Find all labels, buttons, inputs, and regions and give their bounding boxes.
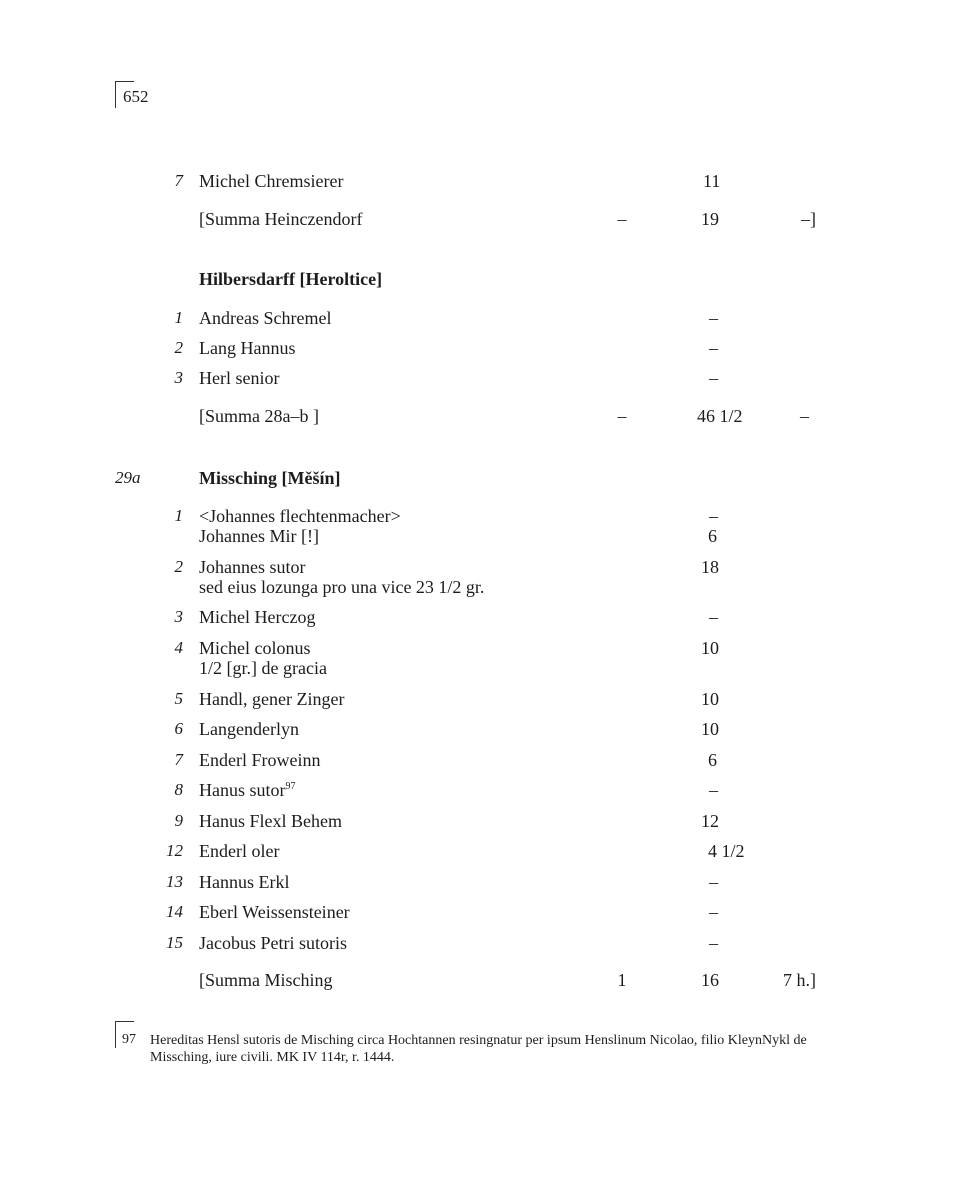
entry-number: 6 — [174, 719, 183, 738]
entry-name: Handl, gener Zinger — [199, 689, 345, 709]
entry-amount: 10 — [701, 689, 719, 709]
summa-col2: 19 — [701, 209, 719, 229]
entry-name: Michel Chremsierer — [199, 171, 344, 191]
footnote-number: 97 — [122, 1032, 136, 1047]
entry-amount: – — [709, 338, 718, 358]
entry-number: 2 — [174, 557, 183, 576]
entry-amount: – — [709, 368, 718, 388]
entry-amount: 10 — [701, 719, 719, 739]
entry-number: 1 — [174, 308, 183, 327]
entry-number: 15 — [166, 933, 183, 952]
summa-col1: – — [617, 209, 627, 229]
entry-amount: – — [709, 872, 718, 892]
summa-label: [Summa Misching — [199, 970, 333, 990]
entry-name-text: Hanus sutor — [199, 780, 286, 800]
entry-number: 4 — [174, 638, 183, 657]
summa-label: [Summa Heinczendorf — [199, 209, 363, 229]
entry-name: Enderl oler — [199, 841, 280, 861]
entry-amount: – — [709, 933, 718, 953]
entry-amount: 4 1/2 — [708, 841, 745, 861]
entry-amount: 12 — [701, 811, 719, 831]
entry-note: 1/2 [gr.] de gracia — [199, 658, 327, 678]
entry-amount: – — [709, 607, 718, 627]
entry-name: Michel colonus — [199, 638, 311, 658]
summa-label: [Summa 28a–b ] — [199, 406, 319, 426]
section-heading: Missching [Měšín] — [199, 468, 341, 488]
summa-col3: – — [800, 406, 809, 426]
summa-col2: 46 1/2 — [697, 406, 743, 426]
summa-col3: –] — [801, 209, 816, 229]
entry-name: Andreas Schremel — [199, 308, 332, 328]
entry-number: 2 — [174, 338, 183, 357]
entry-number: 1 — [174, 506, 183, 525]
entry-amount: – — [709, 506, 718, 526]
entry-name: Hannus Erkl — [199, 872, 290, 892]
footnote-reference[interactable]: 97 — [285, 781, 296, 792]
entry-number: 7 — [174, 750, 183, 769]
entry-name-second-line: Johannes Mir [!] — [199, 526, 319, 546]
summa-col1: – — [617, 406, 627, 426]
entry-number: 13 — [166, 872, 183, 891]
entry-amount: – — [709, 902, 718, 922]
entry-name: Jacobus Petri sutoris — [199, 933, 347, 953]
section-heading: Hilbersdarff [Heroltice] — [199, 269, 383, 289]
entry-name: Enderl Froweinn — [199, 750, 321, 770]
entry-number: 3 — [174, 368, 183, 387]
summa-col1: 1 — [617, 970, 627, 990]
entry-name: Johannes sutor — [199, 557, 306, 577]
page-number-text: 652 — [123, 87, 149, 106]
entry-name: Langenderlyn — [199, 719, 299, 739]
entry-number: 3 — [174, 607, 183, 626]
entry-number: 5 — [174, 689, 183, 708]
summa-col3: 7 h.] — [783, 970, 816, 990]
summa-col2: 16 — [701, 970, 719, 990]
entry-number: 7 — [174, 171, 183, 190]
entry-amount: – — [709, 780, 718, 800]
entry-name: <Johannes flechtenmacher> — [199, 506, 401, 526]
entry-amount: 18 — [701, 557, 719, 577]
entry-name: Eberl Weissensteiner — [199, 902, 350, 922]
entry-name — [199, 780, 296, 800]
folio-marker: 29a — [115, 468, 141, 487]
entry-number: 12 — [166, 841, 183, 860]
entry-amount: 10 — [701, 638, 719, 658]
entry-amount: – — [709, 308, 718, 328]
entry-name: Hanus Flexl Behem — [199, 811, 342, 831]
entry-amount: 11 — [703, 171, 721, 191]
footnote-text: Hereditas Hensl sutoris de Misching circa Hochtannen resingnatur per ipsum Henslinum Nicolao, filio KleynNykl de Missching, iure civili. MK IV 114r, r. 1444. — [150, 1033, 807, 1065]
entry-name: Michel Herczog — [199, 607, 316, 627]
entry-name: Herl senior — [199, 368, 280, 388]
entry-name: Lang Hannus — [199, 338, 296, 358]
entry-number: 8 — [174, 780, 183, 799]
entry-number: 14 — [166, 902, 183, 921]
entry-number: 9 — [174, 811, 183, 830]
entry-amount: 6 — [708, 750, 717, 770]
entry-note: sed eius lozunga pro una vice 23 1/2 gr. — [199, 577, 485, 597]
entry-amount-second-line: 6 — [708, 526, 717, 546]
